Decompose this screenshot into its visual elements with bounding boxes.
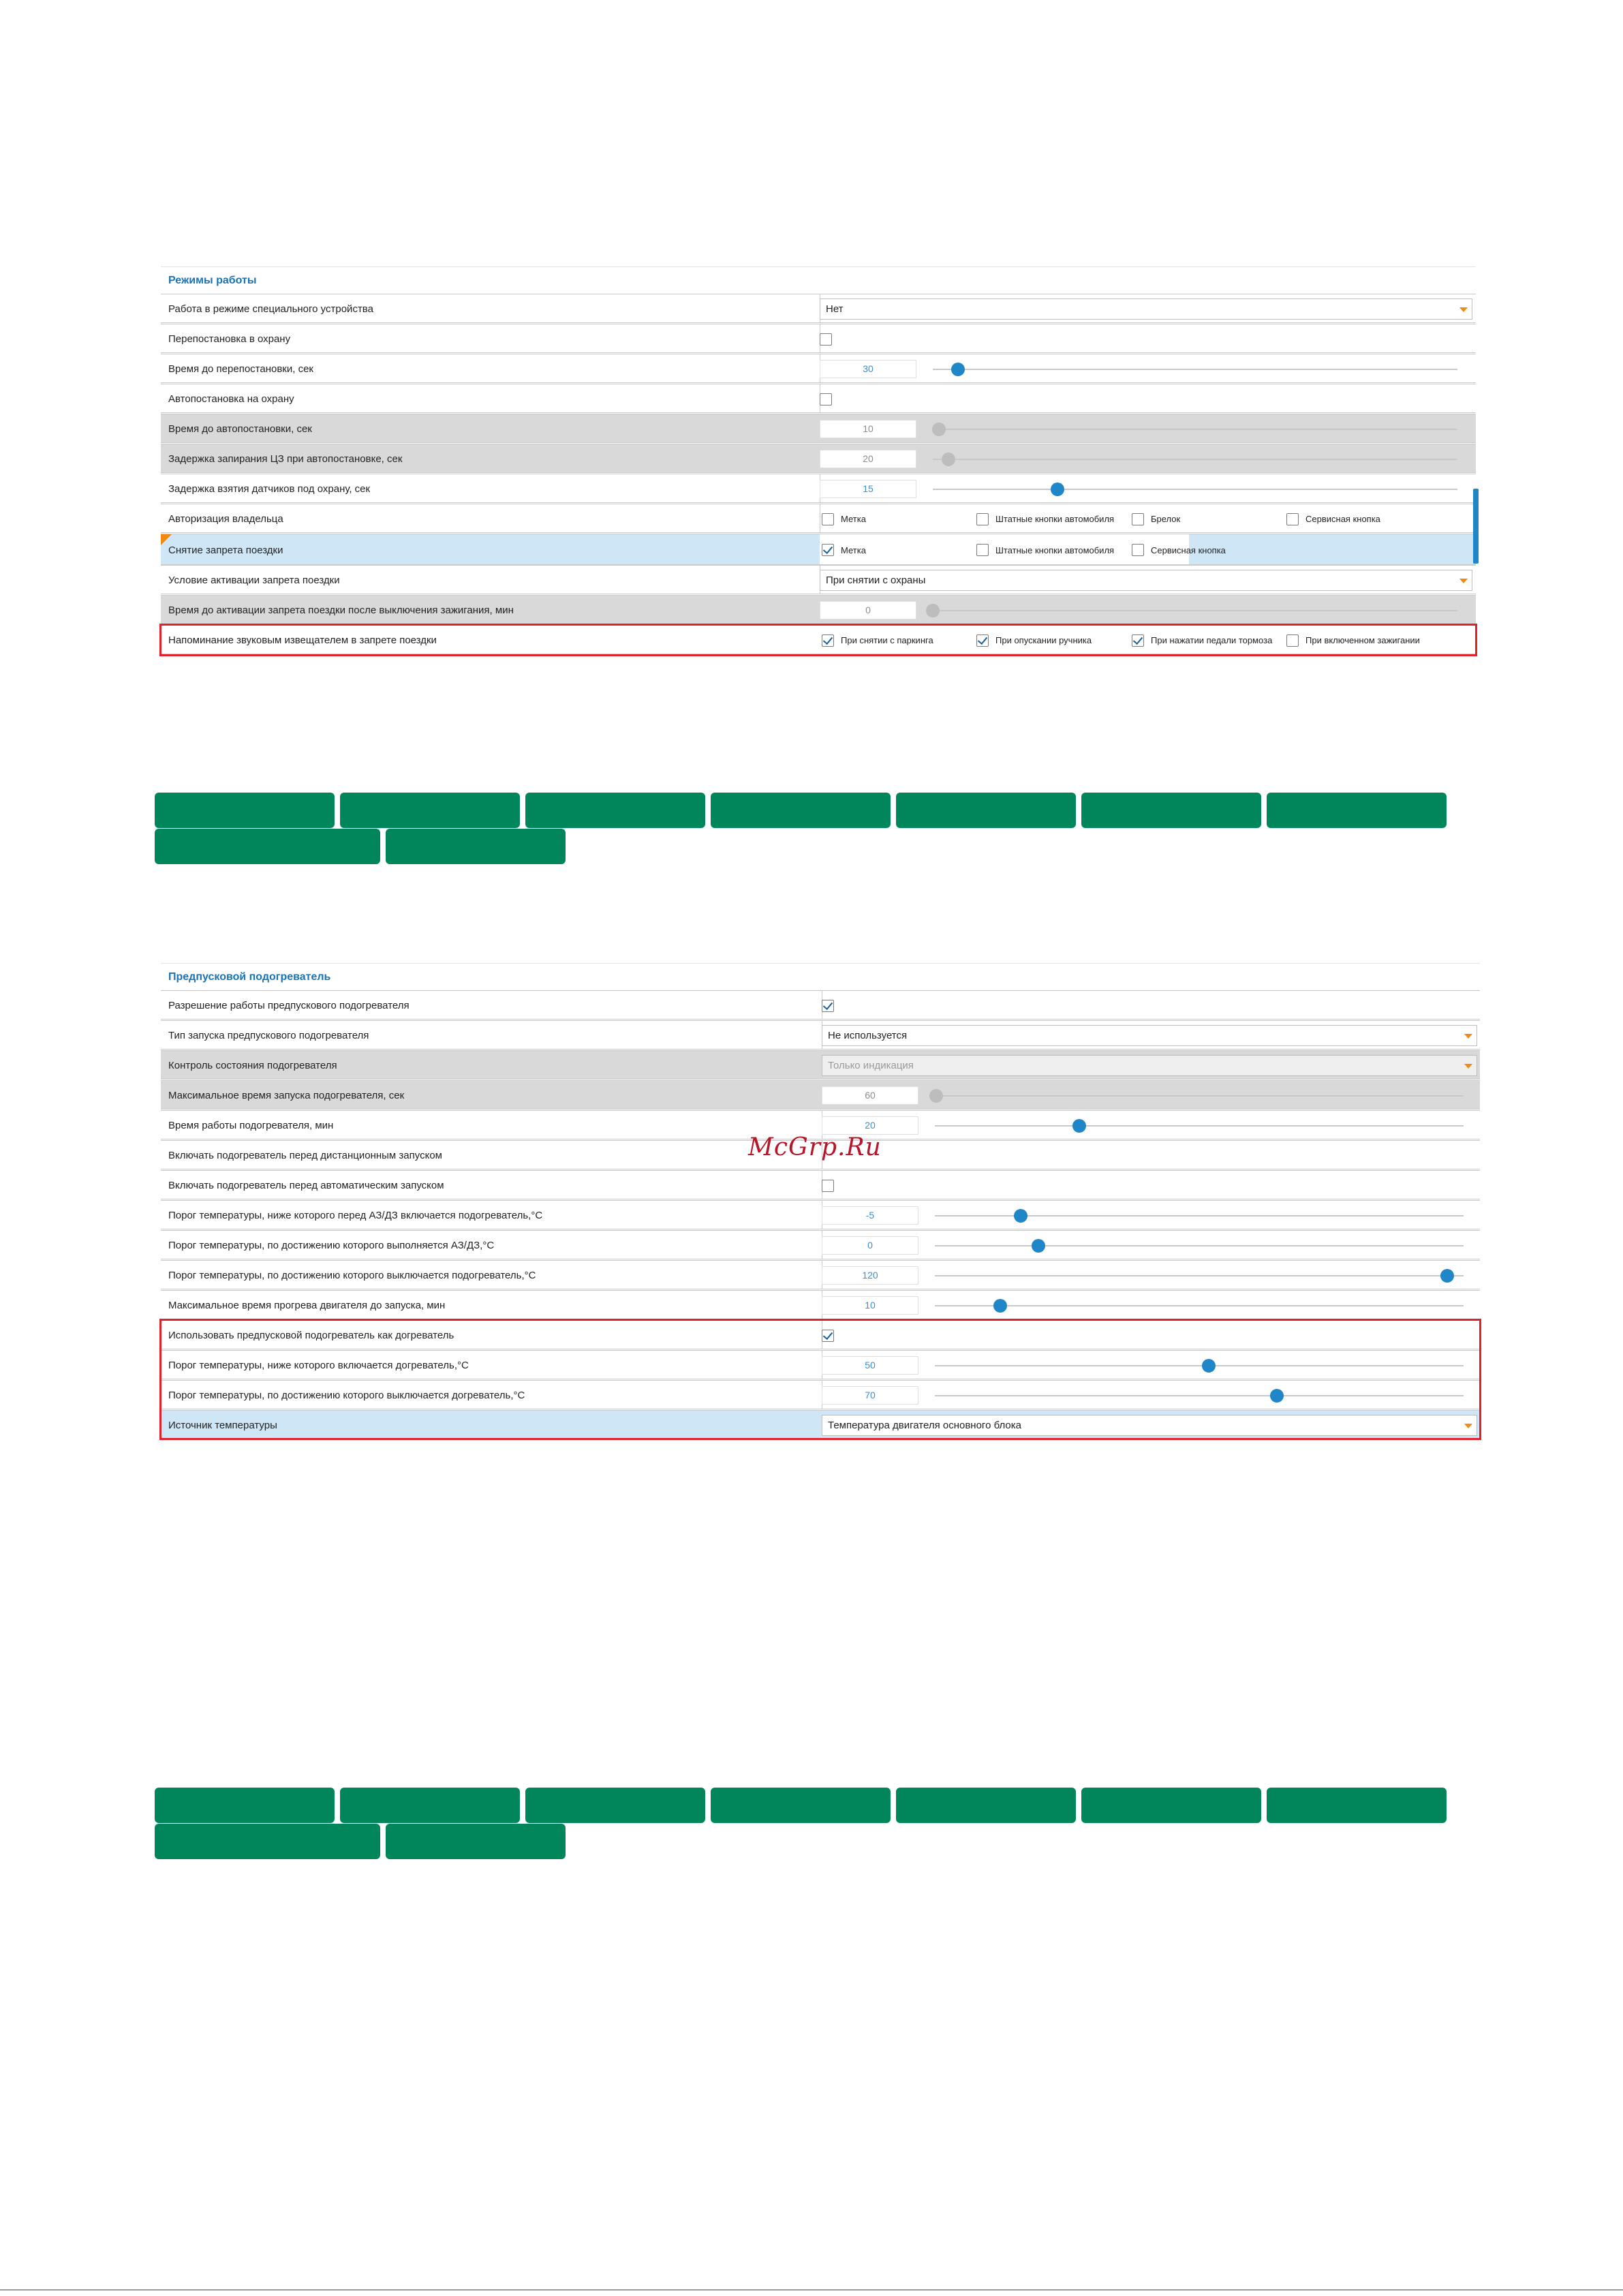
owner-auth-keyfob-checkbox[interactable]	[1132, 513, 1144, 525]
slider-track[interactable]	[935, 1125, 1464, 1127]
setting-row	[161, 1200, 1480, 1229]
use-as-reheater-checkbox[interactable]	[822, 1330, 834, 1342]
setting-label: Порог температуры, по достижению которого выключается подогреватель,°С	[168, 1270, 536, 1281]
trip-ban-tag-checkbox[interactable]	[822, 544, 834, 556]
setting-label: Контроль состояния подогревателя	[168, 1060, 337, 1071]
select-value: При снятии с охраны	[826, 575, 926, 586]
nav-button[interactable]	[711, 793, 891, 828]
setting-label: Включать подогреватель перед автоматическим запуском	[168, 1180, 444, 1191]
slider-track[interactable]	[935, 1275, 1464, 1276]
number-input[interactable]: 20	[822, 1116, 918, 1135]
setting-row	[161, 1320, 1480, 1349]
chevron-down-icon	[1459, 307, 1468, 312]
setting-label: Снятие запрета поездки	[168, 545, 283, 556]
setting-row	[161, 474, 1476, 503]
setting-row	[161, 1290, 1480, 1319]
slider-thumb[interactable]	[929, 1089, 943, 1103]
number-input[interactable]: 50	[822, 1356, 918, 1375]
reminder-brake-pedal-checkbox[interactable]	[1132, 634, 1144, 647]
slider-thumb[interactable]	[1202, 1359, 1216, 1373]
number-input[interactable]: 10	[820, 420, 916, 438]
trip-ban-service-button-checkbox[interactable]	[1132, 544, 1144, 556]
setting-row	[161, 1380, 1480, 1409]
option-label: При снятии с паркинга	[841, 635, 933, 645]
number-input[interactable]: 0	[822, 1236, 918, 1255]
trip-ban-car-buttons-checkbox[interactable]	[976, 544, 989, 556]
slider-thumb[interactable]	[1014, 1209, 1027, 1223]
owner-auth-tag-checkbox[interactable]	[822, 513, 834, 525]
option-label: Сервисная кнопка	[1151, 545, 1226, 555]
setting-row	[161, 1020, 1480, 1050]
nav-button[interactable]	[1267, 793, 1447, 828]
preheater-enable-checkbox[interactable]	[822, 1000, 834, 1012]
select-value: Температура двигателя основного блока	[828, 1420, 1021, 1431]
slider-thumb[interactable]	[1440, 1269, 1454, 1283]
preheater-start-type-select[interactable]	[822, 1025, 1477, 1046]
nav-button[interactable]	[896, 793, 1076, 828]
nav-button[interactable]	[386, 1824, 566, 1859]
setting-label: Порог температуры, по достижению которого выключается догреватель,°С	[168, 1390, 525, 1401]
slider-thumb[interactable]	[1072, 1119, 1086, 1133]
number-input[interactable]: 0	[820, 601, 916, 619]
nav-button[interactable]	[155, 793, 335, 828]
setting-label: Автопостановка на охрану	[168, 393, 294, 405]
setting-row	[161, 565, 1476, 594]
option-label: При опускании ручника	[995, 635, 1092, 645]
chevron-down-icon	[1459, 579, 1468, 583]
setting-label: Время работы подогревателя, мин	[168, 1120, 334, 1131]
auto-arm-checkbox[interactable]	[820, 393, 832, 405]
number-input[interactable]: 70	[822, 1386, 918, 1405]
setting-label: Порог температуры, ниже которого перед АЗ/ДЗ включается подогреватель,°С	[168, 1210, 543, 1221]
chevron-down-icon	[1464, 1034, 1472, 1039]
nav-button[interactable]	[340, 1788, 520, 1823]
setting-row	[161, 1170, 1480, 1199]
slider-thumb[interactable]	[1032, 1239, 1045, 1253]
setting-label: Разрешение работы предпускового подогревателя	[168, 1000, 409, 1011]
setting-label: Условие активации запрета поездки	[168, 575, 340, 586]
settings-panel-preheater	[161, 963, 1480, 1437]
setting-label: Работа в режиме специального устройства	[168, 303, 373, 315]
select-value: Только индикация	[828, 1060, 914, 1071]
setting-label: Время до активации запрета поездки после выключения зажигания, мин	[168, 604, 514, 616]
number-input[interactable]: 120	[822, 1266, 918, 1285]
slider-track[interactable]	[933, 369, 1457, 370]
slider-track[interactable]	[935, 1305, 1464, 1306]
setting-row	[161, 1260, 1480, 1289]
setting-row	[161, 1080, 1480, 1109]
setting-row	[161, 414, 1476, 443]
panel-title: Режимы работы	[161, 266, 1476, 294]
setting-label: Задержка взятия датчиков под охрану, сек	[168, 483, 371, 495]
nav-button[interactable]	[711, 1788, 891, 1823]
number-input[interactable]: 10	[822, 1296, 918, 1315]
setting-label: Напоминание звуковым извещателем в запрете поездки	[168, 634, 437, 646]
slider-track[interactable]	[933, 459, 1457, 460]
setting-label: Порог температуры, по достижению которого выполняется АЗ/ДЗ,°С	[168, 1240, 495, 1251]
setting-row	[161, 1050, 1480, 1080]
nav-button[interactable]	[340, 793, 520, 828]
slider-thumb[interactable]	[926, 604, 940, 617]
setting-row	[161, 354, 1476, 383]
setting-row	[161, 444, 1476, 473]
watermark: McGrp.Ru	[748, 1133, 882, 1161]
setting-label: Время до автопостановки, сек	[168, 423, 312, 435]
setting-row	[161, 990, 1480, 1020]
slider-track[interactable]	[935, 1095, 1464, 1097]
setting-label: Тип запуска предпускового подогревателя	[168, 1030, 369, 1041]
nav-button[interactable]	[386, 829, 566, 864]
trip-ban-activation-select[interactable]	[820, 570, 1472, 591]
setting-label: Авторизация владельца	[168, 513, 283, 525]
settings-panel-operating-modes	[161, 266, 1476, 656]
rearm-checkbox[interactable]	[820, 333, 832, 346]
nav-button[interactable]	[1081, 1788, 1261, 1823]
option-label: Штатные кнопки автомобиля	[995, 545, 1115, 555]
nav-button[interactable]	[1081, 793, 1261, 828]
setting-row	[161, 1350, 1480, 1379]
setting-row	[161, 1230, 1480, 1259]
setting-row-selected[interactable]	[161, 534, 1476, 565]
setting-row	[161, 324, 1476, 353]
preheat-before-autostart-checkbox[interactable]	[822, 1180, 834, 1192]
slider-thumb[interactable]	[951, 363, 965, 376]
setting-label: Максимальное время запуска подогревателя, сек	[168, 1090, 405, 1101]
setting-row	[161, 595, 1476, 624]
setting-label: Перепостановка в охрану	[168, 333, 291, 345]
setting-label: Время до перепостановки, сек	[168, 363, 313, 375]
slider-track[interactable]	[935, 1245, 1464, 1246]
select-value: Нет	[826, 303, 844, 315]
option-label: Метка	[841, 545, 866, 555]
nav-button[interactable]	[155, 1788, 335, 1823]
setting-label: Максимальное время прогрева двигателя до запуска, мин	[168, 1300, 446, 1311]
slider-thumb[interactable]	[932, 423, 946, 436]
number-input[interactable]: 60	[822, 1086, 918, 1105]
number-input[interactable]: 20	[820, 450, 916, 468]
nav-button[interactable]	[525, 793, 705, 828]
setting-row	[161, 294, 1476, 323]
slider-thumb[interactable]	[942, 453, 955, 466]
footer-divider	[0, 2289, 1623, 2291]
setting-label: Задержка запирания ЦЗ при автопостановке, сек	[168, 453, 403, 465]
slider-track[interactable]	[933, 489, 1457, 490]
setting-row-selected[interactable]	[161, 1410, 1480, 1439]
number-input[interactable]: 15	[820, 480, 916, 498]
chevron-down-icon	[1464, 1424, 1472, 1428]
setting-label: Использовать предпусковой подогреватель как догреватель	[168, 1330, 454, 1341]
setting-label: Порог температуры, ниже которого включается догреватель,°С	[168, 1360, 469, 1371]
slider-track[interactable]	[933, 429, 1457, 430]
special-device-mode-select[interactable]	[820, 299, 1472, 320]
nav-button[interactable]	[1267, 1788, 1447, 1823]
nav-button[interactable]	[525, 1788, 705, 1823]
option-label: Сервисная кнопка	[1305, 514, 1380, 524]
slider-track[interactable]	[935, 1395, 1464, 1396]
temperature-source-select[interactable]	[822, 1415, 1477, 1436]
owner-auth-service-button-checkbox[interactable]	[1286, 513, 1299, 525]
option-label: Брелок	[1151, 514, 1181, 524]
slider-track[interactable]	[933, 610, 1457, 611]
chevron-down-icon	[1464, 1064, 1472, 1069]
setting-label: Источник температуры	[168, 1420, 277, 1431]
nav-button[interactable]	[155, 1824, 380, 1859]
vertical-scrollbar[interactable]	[1473, 489, 1479, 564]
nav-button[interactable]	[155, 829, 380, 864]
reminder-parking-checkbox[interactable]	[822, 634, 834, 647]
setting-label: Включать подогреватель перед дистанционным запуском	[168, 1150, 442, 1161]
setting-row	[161, 384, 1476, 413]
select-value: Не используется	[828, 1030, 908, 1041]
slider-thumb[interactable]	[1270, 1389, 1284, 1403]
number-input[interactable]: -5	[822, 1206, 918, 1225]
option-label: Метка	[841, 514, 866, 524]
reminder-handbrake-checkbox[interactable]	[976, 634, 989, 647]
panel-title: Предпусковой подогреватель	[161, 963, 1480, 990]
nav-button[interactable]	[896, 1788, 1076, 1823]
slider-thumb[interactable]	[993, 1299, 1007, 1313]
option-label: При нажатии педали тормоза	[1151, 635, 1273, 645]
slider-thumb[interactable]	[1051, 483, 1064, 496]
preheater-state-control-select[interactable]	[822, 1055, 1477, 1076]
reminder-ignition-checkbox[interactable]	[1286, 634, 1299, 647]
owner-auth-car-buttons-checkbox[interactable]	[976, 513, 989, 525]
slider-track[interactable]	[935, 1365, 1464, 1366]
setting-row	[161, 504, 1476, 533]
option-label: Штатные кнопки автомобиля	[995, 514, 1115, 524]
number-input[interactable]: 30	[820, 360, 916, 378]
option-label: При включенном зажигании	[1305, 635, 1420, 645]
setting-row	[161, 625, 1476, 654]
